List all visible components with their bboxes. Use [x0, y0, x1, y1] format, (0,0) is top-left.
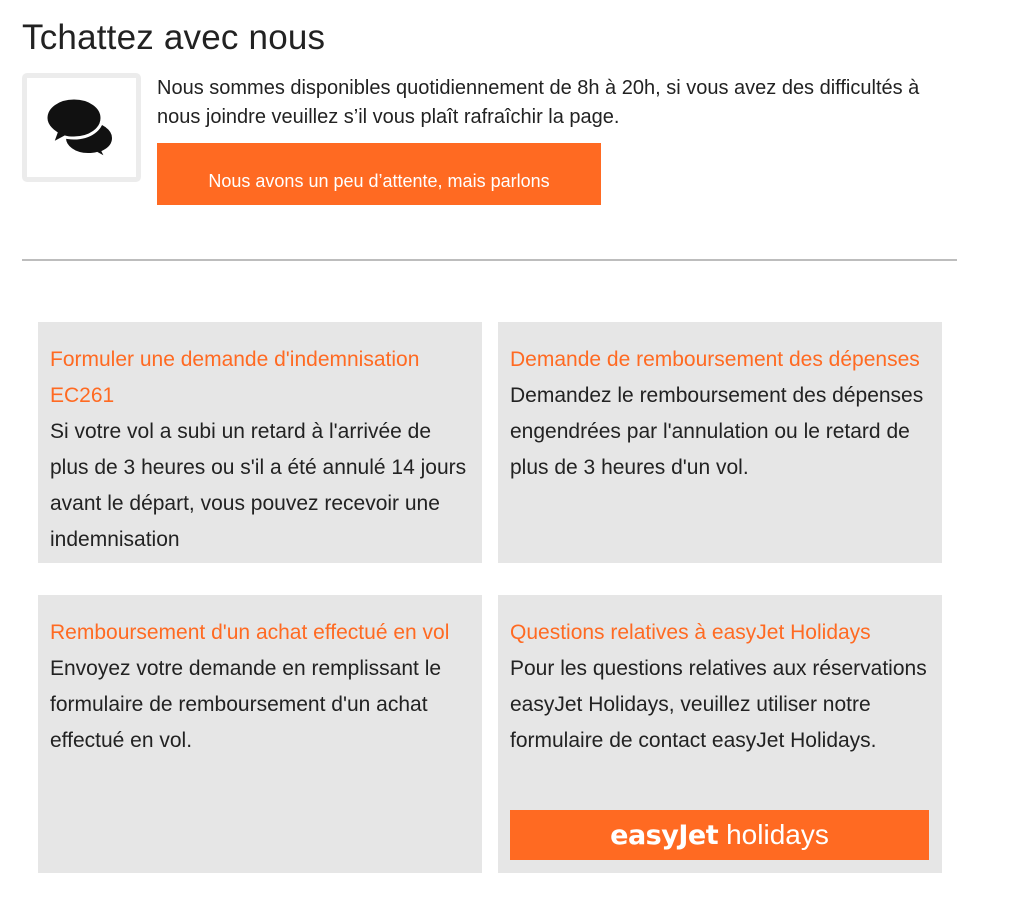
- card-ec261-claim: [38, 322, 482, 563]
- chat-availability-text: Nous sommes disponibles quotidiennement de 8h à 20h, si vous avez des difficultés à nous joindre veuillez s’il vous plaît rafraîchir la page.: [157, 77, 920, 128]
- chat-bubbles-icon: [44, 96, 120, 160]
- chat-title: Tchattez avec nous: [22, 18, 326, 57]
- start-chat-button[interactable]: Nous avons un peu d’attente, mais parlons: [157, 143, 601, 205]
- card-inflight-purchase-refund: [38, 595, 482, 873]
- ec261-claim-description: Si votre vol a subi un retard à l'arrivée de plus de 3 heures ou s'il a été annulé 14 jours avant le départ, vous pouvez recevoir une indemnisation: [50, 420, 467, 551]
- inflight-purchase-refund-description: Envoyez votre demande en remplissant le formulaire de remboursement d'un achat effectué en vol.: [50, 657, 442, 752]
- holidays-logo-wordmark: holidays: [726, 819, 829, 850]
- chat-icon-box: [22, 73, 141, 182]
- expense-refund-description: Demandez le remboursement des dépenses engendrées par l'annulation ou le retard de plus de 3 heures d'un vol.: [510, 384, 924, 479]
- section-divider: [22, 259, 957, 261]
- easyjet-holidays-logo-button[interactable]: [510, 810, 929, 860]
- easyjet-logo-wordmark: easyJet: [610, 819, 719, 851]
- easyjet-holidays-link[interactable]: Questions relatives à easyJet Holidays: [510, 621, 871, 644]
- card-easyjet-holidays: [498, 595, 942, 873]
- ec261-claim-link[interactable]: Formuler une demande d'indemnisation EC261: [50, 348, 420, 407]
- easyjet-holidays-description: Pour les questions relatives aux réservations easyJet Holidays, veuillez utiliser notre formulaire de contact easyJet Holidays.: [510, 657, 927, 752]
- inflight-purchase-refund-link[interactable]: Remboursement d'un achat effectué en vol: [50, 621, 450, 644]
- card-expense-refund: [498, 322, 942, 563]
- expense-refund-link[interactable]: Demande de remboursement des dépenses: [510, 348, 920, 371]
